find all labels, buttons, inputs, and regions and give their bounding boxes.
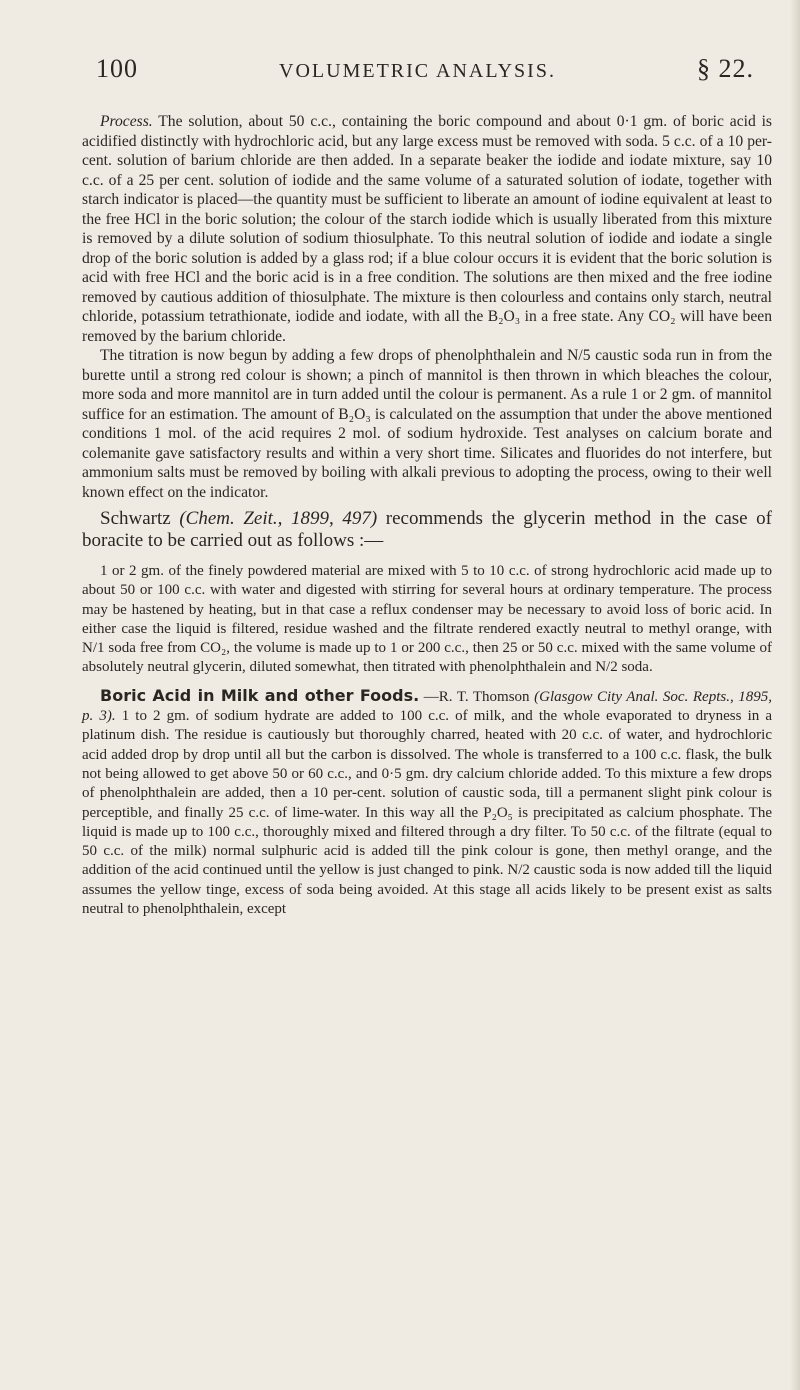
process-label: Process.	[100, 113, 153, 130]
process-text: The solution, about 50 c.c., containing the boric compound and about 0·1 gm. of boric acid is acidified distinctly with hydrochloric acid, but any large excess must be removed with soda. 5 c.c. of a 10 per-cent. solution of barium chloride are then added. In a separate beaker the iodide and iodate mixture, say 10 c.c. of a 25 per cent. solution of iodide and the same volume of a saturated solution of iodate, together with starch indicator is placed—the quantity must be sufficient to liberate an amount of iodine equivalent at least to the free HCl in the boric solution; the colour of the starch iodide which is usually liberated from this mixture is removed by a dilute solution of sodium thiosulphate. To this neutral solution of iodide and iodate a single drop of the boric solution is added by a glass rod; if a blue colour occurs it is evident that the boric solution is acid with free HCl and the boric acid is in a free condition. The solutions are then mixed and the free iodine removed by cautious addition of thiosulphate. The mixture is then colourless and contains only starch, neutral chloride, potassium tetrathionate, iodide and iodate, with all the B₂O₃ in a free state. Any CO₂ will have been removed by the barium chloride.	[82, 113, 772, 345]
glycerin-paragraph	[82, 562, 772, 678]
milk-reference: (Glasgow City Anal. Soc. Repts., 1895, p. 3).	[82, 688, 773, 725]
schwartz-paragraph	[82, 508, 772, 552]
milk-author: —R. T. Thomson	[423, 688, 530, 705]
schwartz-reference: (Chem. Zeit., 1899, 497)	[179, 508, 378, 529]
running-title: VOLUMETRIC ANALYSIS.	[279, 60, 556, 82]
titration-text: The titration is now begun by adding a few drops of phenolphthalein and N/5 caustic soda run in from the burette until a strong red colour is shown; a pinch of mannitol is then thrown in which bleaches the colour, more soda and more mannitol are in turn added until the colour is permanent. As a rule 1 or 2 gm. of mannitol suffice for an estimation. The amount of B₂O₃ is calculated on the assumption that under the above mentioned conditions 1 mol. of the acid requires 2 mol. of sodium hydroxide. Test analyses on calcium borate and colemanite gave satisfactory results and within a very short time. Silicates and fluorides do not interfere, but ammonium salts must be removed by boiling with alkali previous to adopting the process, owing to their well known effect on the indicator.	[82, 347, 772, 501]
milk-heading: Boric Acid in Milk and other Foods.	[100, 685, 420, 705]
milk-paragraph	[82, 686, 772, 920]
schwartz-author: Schwartz	[100, 508, 171, 529]
process-paragraph	[82, 112, 772, 346]
milk-text: 1 to 2 gm. of sodium hydrate are added to 100 c.c. of milk, and the whole evaporated to dryness in a platinum dish. The residue is cautiously but thoroughly charred, heated with 20 c.c. of water, and hydrochloric acid added drop by drop until all but the carbon is dissolved. The whole is transferred to a 100 c.c. flask, the bulk not being allowed to get above 50 or 60 c.c., and 0·5 gm. dry calcium chloride added. To this mixture a few drops of phenolphthalein are added, then a 10 per-cent. solution of caustic soda, till a permanent slight pink colour is perceptible, and finally 25 c.c. of lime-water. In this way all the P₂O₅ is precipitated as calcium phosphate. The liquid is made up to 100 c.c., thoroughly mixed and filtered through a dry filter. To 50 c.c. of the filtrate (equal to 50 c.c. of the milk) normal sulphuric acid is added till the pink colour is gone, then methyl orange, and the addition of the acid continued until the yellow is just changed to pink. N/2 caustic soda is now added till the liquid assumes the yellow tinge, excess of soda being avoided. At this stage all acids likely to be present exist as salts neutral to phenolphthalein, except	[82, 708, 772, 918]
section-number: § 22.	[697, 54, 754, 83]
page-header	[96, 54, 754, 84]
schwartz-text: recommends the glycerin method in the case of boracite to be carried out as follows :—	[82, 508, 773, 551]
page-body	[82, 112, 772, 919]
page-number: 100	[96, 54, 138, 83]
glycerin-text: 1 or 2 gm. of the finely powdered material are mixed with 5 to 10 c.c. of strong hydrochloric acid made up to about 50 or 100 c.c. with water and digested with stirring for several hours at ordinary temperature. The process may be hastened by heating, but in that case a reflux condenser may be necessary to avoid loss of boric acid. In either case the liquid is filtered, residue washed and the filtrate rendered exactly neutral to methyl orange, with N/1 soda free from CO₂, the volume is made up to 1 or 200 c.c., then 25 or 50 c.c. mixed with the same volume of absolutely neutral glycerin, diluted somewhat, then titrated with phenolphthalein and N/2 soda.	[82, 563, 772, 676]
titration-paragraph	[82, 346, 772, 502]
page-spine-shadow	[790, 0, 800, 1390]
